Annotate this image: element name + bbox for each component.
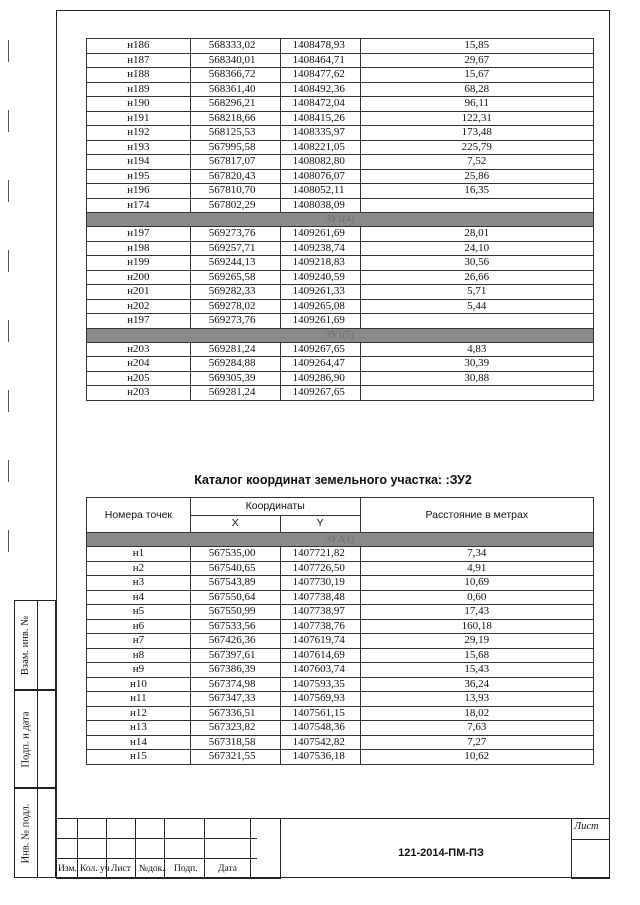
catalog-caption: Каталог координат земельного участка: :ЗУ2 (194, 473, 472, 487)
y-cell: 1409218,83 (280, 256, 360, 271)
tb-label-ndok: №док. (139, 864, 165, 874)
x-cell: 569282,33 (190, 285, 280, 300)
header-coordinates: Координаты (190, 498, 360, 516)
x-cell: 567550,99 (190, 605, 280, 620)
tb-label-podp: Подп. (174, 864, 198, 874)
y-cell: 1408492,36 (280, 82, 360, 97)
y-cell: 1409261,33 (280, 285, 360, 300)
point-cell: н15 (87, 750, 191, 765)
y-cell: 1407561,15 (280, 706, 360, 721)
table-row (87, 82, 594, 97)
x-cell: 568296,21 (190, 97, 280, 112)
y-cell: 1408415,26 (280, 111, 360, 126)
tb-label-kolvo: Кол. уч (80, 864, 110, 874)
y-cell: 1407548,36 (280, 721, 360, 736)
y-cell: 1409265,08 (280, 299, 360, 314)
y-cell: 1408478,93 (280, 39, 360, 54)
table-row (87, 371, 594, 386)
point-cell: н189 (87, 82, 191, 97)
y-cell: 1409240,59 (280, 270, 360, 285)
margin-tick (8, 180, 9, 202)
distance-cell: 15,68 (360, 648, 593, 663)
y-cell: 1407593,35 (280, 677, 360, 692)
y-cell: 1407726,50 (280, 561, 360, 576)
x-cell: 567820,43 (190, 169, 280, 184)
y-cell: 1409267,65 (280, 342, 360, 357)
x-cell: 567323,82 (190, 721, 280, 736)
point-cell: н186 (87, 39, 191, 54)
x-cell: 569257,71 (190, 241, 280, 256)
distance-cell: 29,67 (360, 53, 593, 68)
table-row (87, 126, 594, 141)
table-row (87, 576, 594, 591)
distance-cell: 5,44 (360, 299, 593, 314)
x-cell: 569281,24 (190, 342, 280, 357)
table-row (87, 547, 594, 562)
table-row (87, 68, 594, 83)
x-cell: 569273,76 (190, 227, 280, 242)
tb-label-data: Дата (218, 864, 237, 874)
x-cell: 567543,89 (190, 576, 280, 591)
point-cell: н11 (87, 692, 191, 707)
point-cell: н7 (87, 634, 191, 649)
point-cell: н13 (87, 721, 191, 736)
table-row (87, 241, 594, 256)
point-cell: н191 (87, 111, 191, 126)
table-row (87, 648, 594, 663)
header-distance: Расстояние в метрах (360, 498, 593, 533)
table-row (87, 357, 594, 372)
side-stamp-podp (14, 690, 56, 788)
table-row (87, 663, 594, 678)
tb-label-izm: Изм. (58, 864, 77, 874)
point-cell: н197 (87, 314, 191, 329)
x-cell: 568125,53 (190, 126, 280, 141)
table-row (87, 735, 594, 750)
y-cell: 1407614,69 (280, 648, 360, 663)
point-cell: н205 (87, 371, 191, 386)
y-cell: 1408477,62 (280, 68, 360, 83)
y-cell: 1407603,74 (280, 663, 360, 678)
margin-tick (8, 320, 9, 342)
point-cell: н203 (87, 386, 191, 401)
distance-cell: 10,69 (360, 576, 593, 591)
x-cell: 569281,24 (190, 386, 280, 401)
x-cell: 569284,88 (190, 357, 280, 372)
x-cell: 569244,13 (190, 256, 280, 271)
point-cell: н6 (87, 619, 191, 634)
distance-cell: 7,63 (360, 721, 593, 736)
table-row (87, 750, 594, 765)
y-cell: 1407536,18 (280, 750, 360, 765)
table-row (87, 198, 594, 213)
x-cell: 568340,01 (190, 53, 280, 68)
distance-cell: 68,28 (360, 82, 593, 97)
point-cell: н187 (87, 53, 191, 68)
point-cell: н192 (87, 126, 191, 141)
table-row (87, 386, 594, 401)
header-y: Y (280, 515, 360, 533)
y-cell: 1409264,47 (280, 357, 360, 372)
distance-cell: 15,85 (360, 39, 593, 54)
table-row (87, 342, 594, 357)
y-cell: 1409261,69 (280, 314, 360, 329)
point-cell: н174 (87, 198, 191, 213)
x-cell: 567347,33 (190, 692, 280, 707)
distance-cell: 7,27 (360, 735, 593, 750)
x-cell: 569305,39 (190, 371, 280, 386)
point-cell: н188 (87, 68, 191, 83)
y-cell: 1408472,04 (280, 97, 360, 112)
distance-cell (360, 386, 593, 401)
side-stamp-vzam (14, 600, 56, 690)
point-cell: н10 (87, 677, 191, 692)
point-cell: н196 (87, 184, 191, 199)
distance-cell: 122,31 (360, 111, 593, 126)
x-cell: 569265,58 (190, 270, 280, 285)
distance-cell: 17,43 (360, 605, 593, 620)
point-cell: н4 (87, 590, 191, 605)
podp-label: Подп. и дата (20, 710, 32, 768)
table-row (87, 227, 594, 242)
y-cell: 1408038,09 (280, 198, 360, 213)
y-cell: 1407542,82 (280, 735, 360, 750)
distance-cell: 16,35 (360, 184, 593, 199)
vzam-label: Взам. инв. № (20, 615, 32, 675)
y-cell: 1408052,11 (280, 184, 360, 199)
point-cell: н14 (87, 735, 191, 750)
sheet-label: Лист (574, 821, 599, 832)
point-cell: н193 (87, 140, 191, 155)
table-row (87, 39, 594, 54)
x-cell: 567817,07 (190, 155, 280, 170)
x-cell: 567397,61 (190, 648, 280, 663)
inv-label: Инв. № подл. (20, 803, 32, 863)
table-row (87, 169, 594, 184)
side-stamp-inv (14, 788, 56, 878)
point-cell: н190 (87, 97, 191, 112)
point-cell: н5 (87, 605, 191, 620)
table-row (87, 299, 594, 314)
tb-label-list: Лист (111, 864, 131, 874)
point-cell: н194 (87, 155, 191, 170)
x-cell: 567535,00 (190, 547, 280, 562)
point-cell: н203 (87, 342, 191, 357)
distance-cell: 7,34 (360, 547, 593, 562)
table-row (87, 677, 594, 692)
y-cell: 1408076,07 (280, 169, 360, 184)
section-row (87, 533, 594, 547)
y-cell: 1407619,74 (280, 634, 360, 649)
table-row (87, 53, 594, 68)
distance-cell: 24,10 (360, 241, 593, 256)
y-cell: 1408221,05 (280, 140, 360, 155)
table-row (87, 590, 594, 605)
distance-cell (360, 314, 593, 329)
x-cell: 568218,66 (190, 111, 280, 126)
table-row (87, 140, 594, 155)
y-cell: 1407738,97 (280, 605, 360, 620)
distance-cell: 173,48 (360, 126, 593, 141)
x-cell: 567386,39 (190, 663, 280, 678)
distance-cell: 30,56 (360, 256, 593, 271)
point-cell: н204 (87, 357, 191, 372)
distance-cell: 15,43 (360, 663, 593, 678)
table-row (87, 270, 594, 285)
table-row (87, 256, 594, 271)
section-label: ЗУ1(4) (87, 213, 594, 227)
x-cell: 569278,02 (190, 299, 280, 314)
table-row (87, 155, 594, 170)
distance-cell: 25,86 (360, 169, 593, 184)
distance-cell: 0,60 (360, 590, 593, 605)
distance-cell: 4,91 (360, 561, 593, 576)
point-cell: н197 (87, 227, 191, 242)
point-cell: н198 (87, 241, 191, 256)
header-x: X (190, 515, 280, 533)
y-cell: 1408082,80 (280, 155, 360, 170)
section-label: ЗУ1(5) (87, 328, 594, 342)
x-cell: 567802,29 (190, 198, 280, 213)
distance-cell: 26,66 (360, 270, 593, 285)
coordinates-table-top (86, 38, 594, 401)
y-cell: 1409238,74 (280, 241, 360, 256)
distance-cell: 30,88 (360, 371, 593, 386)
y-cell: 1409267,65 (280, 386, 360, 401)
x-cell: 567318,58 (190, 735, 280, 750)
x-cell: 567533,56 (190, 619, 280, 634)
distance-cell: 4,83 (360, 342, 593, 357)
distance-cell: 29,19 (360, 634, 593, 649)
table-row (87, 184, 594, 199)
table-row (87, 721, 594, 736)
y-cell: 1407738,76 (280, 619, 360, 634)
y-cell: 1407730,19 (280, 576, 360, 591)
distance-cell: 96,11 (360, 97, 593, 112)
margin-tick (8, 110, 9, 132)
point-cell: н201 (87, 285, 191, 300)
point-cell: н195 (87, 169, 191, 184)
table-row (87, 561, 594, 576)
table-row (87, 111, 594, 126)
point-cell: н12 (87, 706, 191, 721)
point-cell: н202 (87, 299, 191, 314)
table-row (87, 706, 594, 721)
x-cell: 568333,02 (190, 39, 280, 54)
distance-cell: 7,52 (360, 155, 593, 170)
table-row (87, 692, 594, 707)
y-cell: 1409286,90 (280, 371, 360, 386)
point-cell: н9 (87, 663, 191, 678)
section-row (87, 213, 594, 227)
coordinates-table-bottom (86, 497, 594, 765)
x-cell: 568366,72 (190, 68, 280, 83)
y-cell: 1407738,48 (280, 590, 360, 605)
point-cell: н3 (87, 576, 191, 591)
x-cell: 567550,64 (190, 590, 280, 605)
distance-cell: 18,02 (360, 706, 593, 721)
margin-tick (8, 250, 9, 272)
distance-cell: 28,01 (360, 227, 593, 242)
distance-cell: 5,71 (360, 285, 593, 300)
y-cell: 1409261,69 (280, 227, 360, 242)
distance-cell: 10,62 (360, 750, 593, 765)
table-row (87, 605, 594, 620)
distance-cell: 30,39 (360, 357, 593, 372)
table-row (87, 634, 594, 649)
x-cell: 569273,76 (190, 314, 280, 329)
x-cell: 567540,65 (190, 561, 280, 576)
margin-tick (8, 390, 9, 412)
x-cell: 567995,58 (190, 140, 280, 155)
distance-cell: 15,67 (360, 68, 593, 83)
distance-cell: 36,24 (360, 677, 593, 692)
section-label: ЗУ2(1) (87, 533, 594, 547)
distance-cell: 13,93 (360, 692, 593, 707)
table-row (87, 285, 594, 300)
margin-tick (8, 40, 9, 62)
table-row (87, 314, 594, 329)
x-cell: 567336,51 (190, 706, 280, 721)
y-cell: 1407721,82 (280, 547, 360, 562)
point-cell: н8 (87, 648, 191, 663)
y-cell: 1408464,71 (280, 53, 360, 68)
document-code: 121-2014-ПМ-ПЗ (398, 847, 484, 859)
table-row (87, 619, 594, 634)
x-cell: 567374,98 (190, 677, 280, 692)
point-cell: н199 (87, 256, 191, 271)
point-cell: н200 (87, 270, 191, 285)
section-row (87, 328, 594, 342)
distance-cell: 160,18 (360, 619, 593, 634)
y-cell: 1407569,93 (280, 692, 360, 707)
margin-tick (8, 530, 9, 552)
point-cell: н2 (87, 561, 191, 576)
margin-tick (8, 460, 9, 482)
point-cell: н1 (87, 547, 191, 562)
distance-cell: 225,79 (360, 140, 593, 155)
x-cell: 568361,40 (190, 82, 280, 97)
distance-cell (360, 198, 593, 213)
header-point-numbers: Номера точек (87, 498, 191, 533)
x-cell: 567321,55 (190, 750, 280, 765)
table-row (87, 97, 594, 112)
x-cell: 567810,70 (190, 184, 280, 199)
x-cell: 567426,36 (190, 634, 280, 649)
y-cell: 1408335,97 (280, 126, 360, 141)
title-block (56, 818, 610, 878)
